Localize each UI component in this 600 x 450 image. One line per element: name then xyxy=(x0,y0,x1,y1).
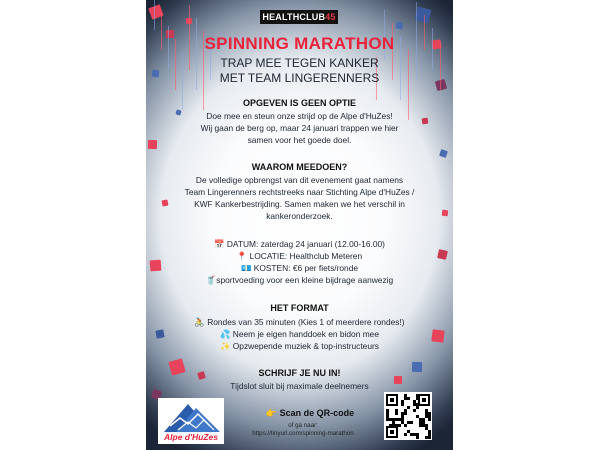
scan-label: Scan de QR-code xyxy=(279,408,355,418)
detail-location xyxy=(146,251,453,262)
sparkle-icon: ✨ xyxy=(220,341,231,351)
poster xyxy=(146,0,453,450)
alpe-logo-text: Alpe d'HuZes xyxy=(164,432,218,442)
logo-number: 45 xyxy=(325,12,336,22)
detail-text: KOSTEN: €6 per fiets/ronde xyxy=(253,263,359,273)
section2-line: De volledige opbrengst van dit evenement gaat namens xyxy=(195,175,404,185)
subtitle-line-2: MET TEAM LINGERENNERS xyxy=(219,71,380,85)
calendar-icon: 📅 xyxy=(214,239,225,249)
section-heading-waarom: WAAROM MEEDOEN? xyxy=(251,162,348,172)
poster-title: SPINNING MARATHON xyxy=(204,34,395,53)
price-icon: 💶 xyxy=(240,263,252,273)
logo-main: HEALTHCLUB xyxy=(262,12,326,22)
format-line xyxy=(146,317,453,328)
detail-food xyxy=(146,275,453,286)
qr-code-icon xyxy=(384,392,432,440)
water-icon: 💦 xyxy=(220,329,231,339)
section2-line: kankeronderzoek. xyxy=(266,211,333,221)
food-icon: 🥤 xyxy=(205,275,217,285)
qr-code[interactable] xyxy=(384,392,432,440)
subtitle-line-1: TRAP MEE TEGEN KANKER xyxy=(220,56,379,70)
format-line xyxy=(146,341,453,352)
detail-text: DATUM: zaterdag 24 januari (12.00-16.00) xyxy=(226,239,385,249)
healthclub-logo xyxy=(260,10,338,24)
decor-light-streak xyxy=(154,0,155,30)
detail-text: sportvoeding voor een kleine bijdrage aanwezig xyxy=(216,275,394,285)
section1-line: Wij gaan de berg op, maar 24 januari trappen we hier xyxy=(200,123,399,133)
signup-url[interactable]: https://tinyurl.com/spinning-marathon xyxy=(252,430,354,437)
decor-cube xyxy=(415,7,432,24)
format-text: Rondes van 35 minuten (Kies 1 of meerdere rondes!) xyxy=(207,317,405,327)
scan-qr-text xyxy=(250,408,370,419)
section1-line: samen voor het goede doel. xyxy=(247,135,352,145)
section4-line: Tijdslot sluit bij maximale deelnemers xyxy=(230,381,369,391)
format-text: Opzwepende muziek & top-instructeurs xyxy=(232,341,379,351)
format-line xyxy=(146,329,453,340)
section1-line: Doe mee en steun onze strijd op de Alpe d'HuZes! xyxy=(206,111,393,121)
scan-subtext xyxy=(228,422,378,438)
section-heading-format: HET FORMAT xyxy=(270,303,329,313)
detail-date xyxy=(146,239,453,250)
section-heading-opgeven: OPGEVEN IS GEEN OPTIE xyxy=(242,98,357,108)
mountain-icon xyxy=(158,398,224,432)
decor-cube xyxy=(395,21,403,29)
decor-cube xyxy=(439,149,448,158)
bike-icon: 🚴 xyxy=(194,317,205,327)
section-heading-inschrijven: SCHRIJF JE NU IN! xyxy=(258,368,341,378)
format-text: Neem je eigen handdoek en bidon mee xyxy=(232,329,379,339)
section2-line: KWF Kankerbestrijding. Samen maken we het verschil in xyxy=(194,199,405,209)
alpe-dhuzes-logo xyxy=(158,398,224,444)
location-pin-icon: 📍 xyxy=(236,251,248,261)
detail-text: LOCATIE: Healthclub Meteren xyxy=(249,251,363,261)
pointer-icon: 👉 xyxy=(265,408,278,418)
detail-cost xyxy=(146,263,453,274)
section2-line: Team Lingerenners rechtstreeks naar Stichting Alpe d'HuZes / xyxy=(184,187,415,197)
or-label: of ga naar: xyxy=(288,422,318,429)
